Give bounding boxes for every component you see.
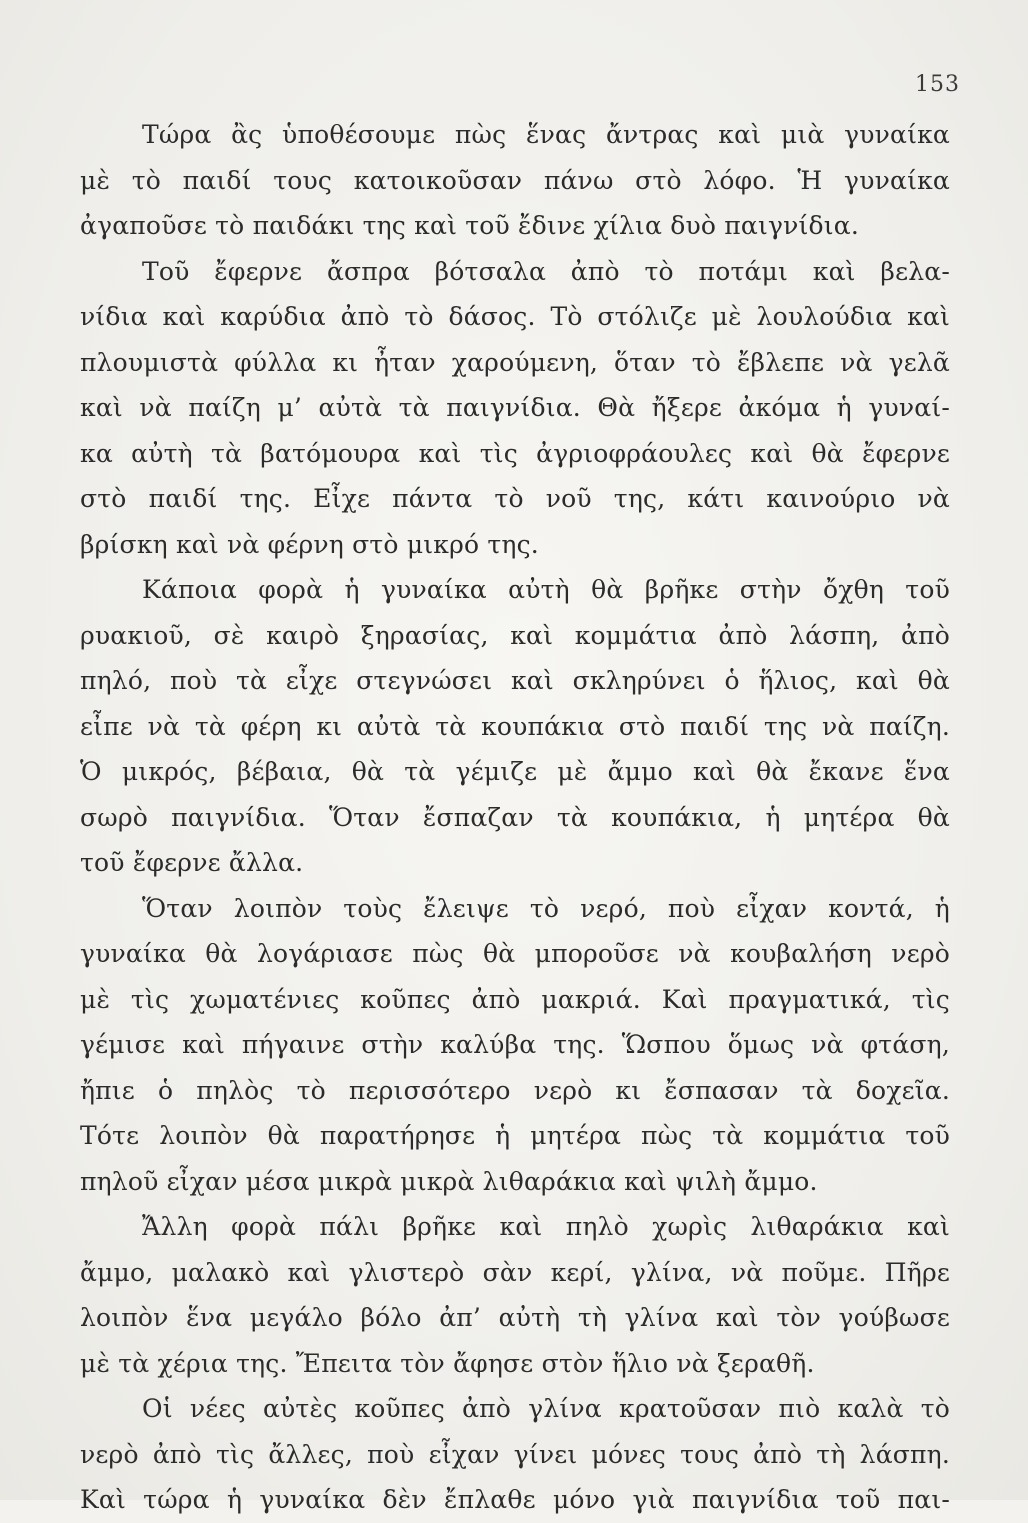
text-line: μὲ τὰ χέρια της. Ἔπειτα τὸν ἄφησε στὸν ἥλιο νὰ ξεραθῆ.	[80, 1348, 815, 1378]
text-line: νίδια καὶ καρύδια ἀπὸ τὸ δάσος. Τὸ στόλιζε μὲ λουλούδια καὶ	[80, 302, 950, 331]
text-line: Οἱ νέες αὐτὲς κοῦπες ἀπὸ γλίνα κρατοῦσαν πιὸ καλὰ τὸ	[142, 1394, 950, 1423]
text-line: πηλοῦ εἶχαν μέσα μικρὰ μικρὰ λιθαράκια καὶ ψιλὴ ἄμμο.	[80, 1166, 818, 1196]
text-line: Καὶ τώρα ἡ γυναίκα δὲν ἔπλαθε μόνο γιὰ παιγνίδια τοῦ παι-	[80, 1485, 950, 1514]
text-line: Τοῦ ἔφερνε ἄσπρα βότσαλα ἀπὸ τὸ ποτάμι καὶ βελα-	[142, 256, 950, 286]
text-line: πηλό, ποὺ τὰ εἶχε στεγνώσει καὶ σκληρύνει ὁ ἥλιος, καὶ θὰ	[80, 666, 950, 695]
text-line: ρυακιοῦ, σὲ καιρὸ ξηρασίας, καὶ κομμάτια ἀπὸ λάσπη, ἀπὸ	[80, 620, 950, 650]
text-line: μὲ τὶς χωματένιες κοῦπες ἀπὸ μακριά. Καὶ πραγματικά, τὶς	[80, 984, 950, 1014]
text-line: ἄμμο, μαλακὸ καὶ γλιστερὸ σὰν κερί, γλίνα, νὰ ποῦμε. Πῆρε	[80, 1257, 950, 1287]
text-line: Τώρα ἂς ὑποθέσουμε πὼς ἕνας ἄντρας καὶ μιὰ γυναίκα	[142, 120, 950, 149]
text-line: μὲ τὸ παιδί τους κατοικοῦσαν πάνω στὸ λόφο. Ἡ γυναίκα	[80, 165, 950, 195]
text-line: Ὅταν λοιπὸν τοὺς ἔλειψε τὸ νερό, ποὺ εἶχαν κοντά, ἡ	[142, 893, 950, 923]
body-text	[80, 112, 950, 1523]
text-line: Ἄλλη φορὰ πάλι βρῆκε καὶ πηλὸ χωρὶς λιθαράκια καὶ	[142, 1212, 950, 1241]
text-line: ἀγαποῦσε τὸ παιδάκι της καὶ τοῦ ἔδινε χίλια δυὸ παιγνίδια.	[80, 211, 860, 240]
text-line: νερὸ ἀπὸ τὶς ἄλλες, ποὺ εἶχαν γίνει μόνες τους ἀπὸ τὴ λάσπη.	[80, 1439, 950, 1469]
text-line: εἶπε νὰ τὰ φέρη κι αὐτὰ τὰ κουπάκια στὸ παιδί της νὰ παίζη.	[80, 711, 950, 741]
text-line: ἤπιε ὁ πηλὸς τὸ περισσότερο νερὸ κι ἔσπασαν τὰ δοχεῖα.	[80, 1075, 950, 1105]
text-line: βρίσκη καὶ νὰ φέρνη στὸ μικρό της.	[80, 529, 539, 559]
text-line: γυναίκα θὰ λογάριασε πὼς θὰ μποροῦσε νὰ κουβαλήση νερὸ	[80, 939, 950, 968]
text-line: καὶ νὰ παίζη μ’ αὐτὰ τὰ παιγνίδια. Θὰ ἤξερε ἀκόμα ἡ γυναί-	[80, 393, 950, 422]
text-line: πλουμιστὰ φύλλα κι ἦταν χαρούμενη, ὅταν τὸ ἔβλεπε νὰ γελᾶ	[80, 347, 950, 377]
text-line: σωρὸ παιγνίδια. Ὅταν ἔσπαζαν τὰ κουπάκια, ἡ μητέρα θὰ	[80, 802, 950, 832]
text-line: στὸ παιδί της. Εἶχε πάντα τὸ νοῦ της, κάτι καινούριο νὰ	[80, 484, 950, 513]
text-line: τοῦ ἔφερνε ἄλλα.	[80, 848, 304, 877]
text-line: Ὁ μικρός, βέβαια, θὰ τὰ γέμιζε μὲ ἄμμο καὶ θὰ ἔκανε ἕνα	[80, 757, 950, 786]
text-line: λοιπὸν ἕνα μεγάλο βόλο ἀπ’ αὐτὴ τὴ γλίνα καὶ τὸν γούβωσε	[80, 1303, 950, 1332]
text-line: Κάποια φορὰ ἡ γυναίκα αὐτὴ θὰ βρῆκε στὴν ὄχθη τοῦ	[142, 575, 950, 604]
text-line: κα αὐτὴ τὰ βατόμουρα καὶ τὶς ἀγριοφράουλες καὶ θὰ ἔφερνε	[80, 438, 950, 468]
page-number: 153	[915, 72, 960, 97]
text-line: γέμισε καὶ πήγαινε στὴν καλύβα της. Ὥσπου ὅμως νὰ φτάση,	[80, 1030, 950, 1059]
text-line: Τότε λοιπὸν θὰ παρατήρησε ἡ μητέρα πὼς τὰ κομμάτια τοῦ	[80, 1121, 950, 1150]
